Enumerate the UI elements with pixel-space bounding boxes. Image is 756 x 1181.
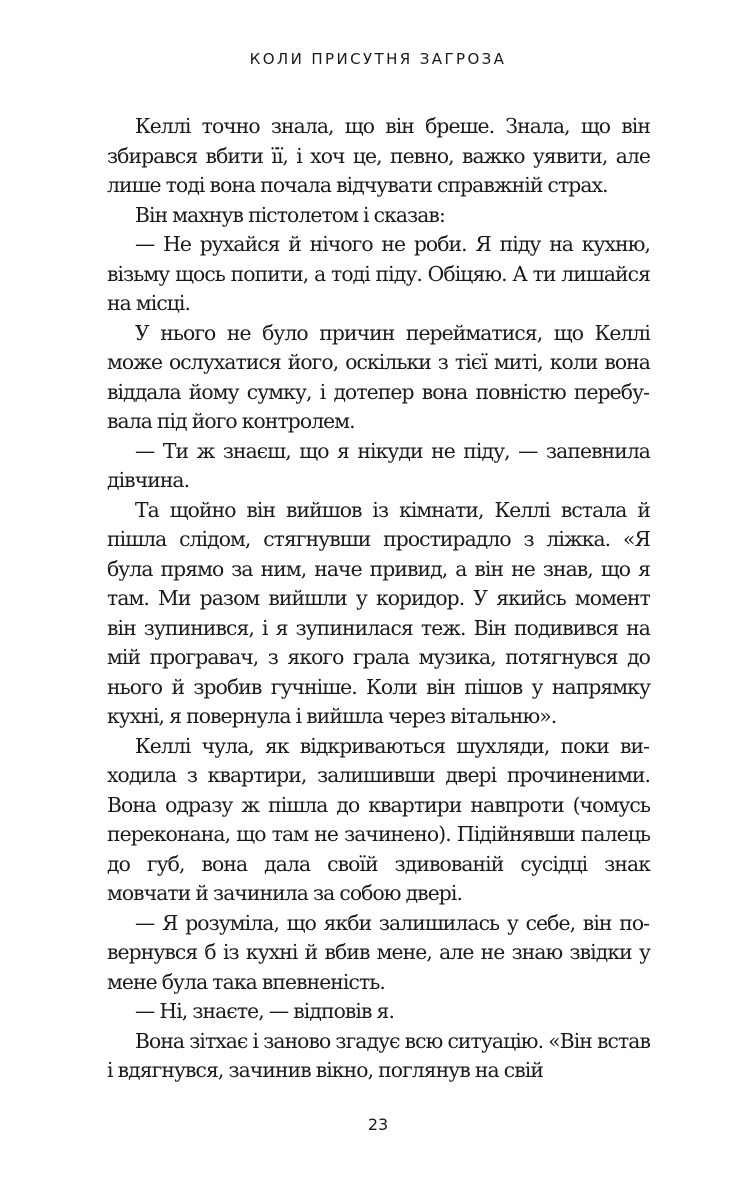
running-head: КОЛИ ПРИСУТНЯ ЗАГРОЗА xyxy=(249,50,507,68)
paragraph-10: Вона зітхає і заново згадує всю ситуацію. «Він встав і вдягнувся, зачинив вікно, поглянув на свій xyxy=(107,1028,650,1082)
paragraph-9: — Ні, знаєте, — відповів я. xyxy=(135,999,394,1023)
page-number: 23 xyxy=(367,1115,389,1134)
paragraph-4: У нього не було причин перейматися, що Келлі може ослухатися його, оскільки з тієї миті, коли вона віддала йому сумку, і дотепер вона повністю перебувала під його контролем. xyxy=(107,320,650,433)
paragraph-6: Та щойно він вийшов із кімнати, Келлі встала й пішла слідом, стягнувши простирадло з ліжка. «Я була прямо за ним, наче привид, а він не знав, що я там. Ми разом вийшли у коридор. У якийсь момент він зупинився, і я зупинилася теж. Він подивився на мій програвач, з якого грала музика, потягнувся до нього й зробив гучніше. Коли він пішов у напрямку кухні, я повернула і вийшла через вітальню». xyxy=(107,497,650,728)
paragraph-7: Келлі чула, як відкриваються шухляди, поки виходила з квартири, залишивши двері прочиненими. Вона одразу ж пішла до квартири навпроти (чомусь переконана, що там не зачинено). Підійнявши палець до губ, вона дала своїй здивованій сусідці знак мовчати й зачинила за собою двері. xyxy=(107,733,650,905)
paragraph-3: — Не рухайся й нічого не роби. Я піду на кухню, візьму щось попити, а тоді піду. Обіцяю. А ти лишайся на місці. xyxy=(107,232,650,315)
paragraph-1: Келлі точно знала, що він бреше. Знала, що він збирався вбити її, і хоч це, певно, важко уявити, але лише тоді вона почала відчувати справжній страх. xyxy=(107,114,650,197)
paragraph-2: Він махнув пістолетом і сказав: xyxy=(135,202,445,227)
paragraph-8: — Я розуміла, що якби залишилась у себе, він повернувся б із кухні й вбив мене, але не знаю звідки у мене була така впевненість. xyxy=(107,910,650,994)
paragraph-5: — Ти ж знаєш, що я нікуди не піду, — запевнила дівчина. xyxy=(107,438,650,492)
body-text xyxy=(107,112,650,1086)
